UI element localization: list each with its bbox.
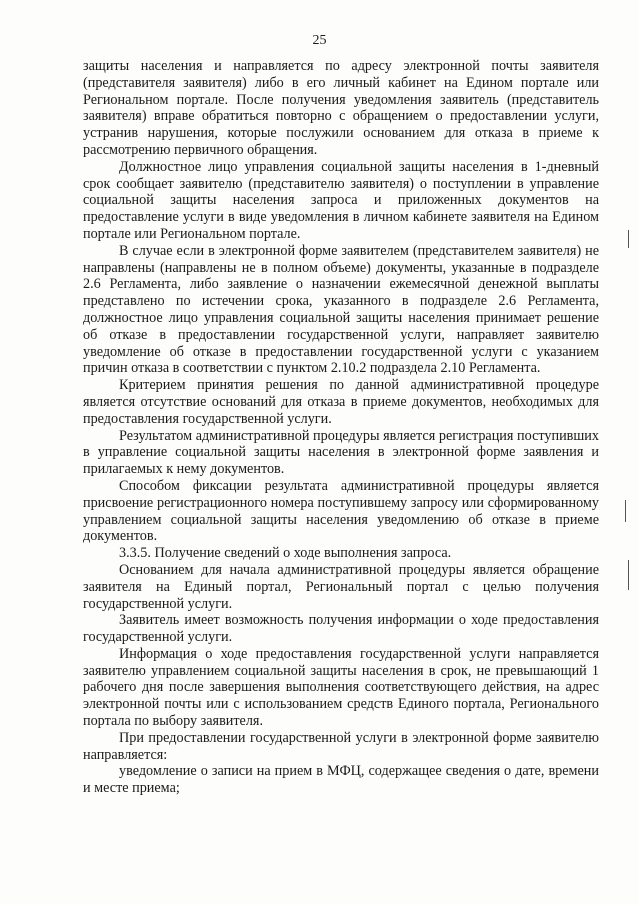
paragraph: Заявитель имеет возможность получения информации о ходе предоставления государственной услуги. (83, 612, 599, 646)
paragraph: Информация о ходе предоставления государственной услуги направляется заявителю управлением социальной защиты населения в срок, не превышающий 1 рабочего дня после завершения выполнения соответствующего действия, на адрес электронной почты или с использованием средств Единого портала, Регионального портала по выбору заявителя. (83, 645, 599, 730)
paragraph: уведомление о записи на прием в МФЦ, содержащее сведения о дате, времени и месте приема; (83, 763, 599, 797)
page-number: 25 (312, 33, 327, 48)
paragraph: Критерием принятия решения по данной административной процедуре является отсутствие оснований для отказа в приеме документов, необходимых для предоставления государственной услуги. (83, 377, 599, 427)
paragraph: При предоставлении государственной услуги в электронной форме заявителю направляется: (83, 729, 599, 763)
scan-edge-mark (625, 500, 626, 522)
scan-edge-mark (628, 560, 629, 590)
paragraph: Способом фиксации результата административной процедуры является присвоение регистрационного номера поступившему запросу или сформированному управлением социальной защиты населения уведомлению об отказе в приеме документов. (83, 477, 599, 545)
paragraph: Результатом административной процедуры является регистрация поступивших в управление социальной защиты населения в электронной форме заявления и прилагаемых к нему документов. (83, 427, 599, 478)
document-body (83, 58, 599, 797)
paragraph: Основанием для начала административной процедуры является обращение заявителя на Единый портал, Региональный портал с целью получения государственной услуги. (83, 561, 599, 612)
scan-edge-mark (628, 230, 629, 248)
section-heading: 3.3.5. Получение сведений о ходе выполнения запроса. (119, 545, 452, 562)
paragraph: В случае если в электронной форме заявителем (представителем заявителя) не направлены (направлены не в полном объеме) документы, указанные в подразделе 2.6 Регламента, либо заявление о назначении ежемесячной денежной выплаты представлено по истечении срока, указанного в подразделе 2.6 Регламента, должностное лицо управления социальной защиты населения принимает решение об отказе в предоставлении государственной услуги, направляет заявителю уведомление об отказе в предоставлении государственной услуги с указанием причин отказа в соответствии с пунктом 2.10.2 подраздела 2.10 Регламента. (83, 242, 599, 377)
paragraph: Должностное лицо управления социальной защиты населения в 1-дневный срок сообщает заявителю (представителю заявителя) о поступлении в управление социальной защиты населения запроса и приложенных документов на предоставление услуги в виде уведомления в личном кабинете заявителя на Едином портале или Региональном портале. (83, 158, 599, 242)
paragraph: защиты населения и направляется по адресу электронной почты заявителя (представителя заявителя) либо в его личный кабинет на Едином портале или Региональном портале. После получения уведомления заявитель (представитель заявителя) вправе обратиться повторно с обращением о предоставлении услуги, устранив нарушения, которые послужили основанием для отказа в приеме к рассмотрению первичного обращения. (83, 58, 599, 158)
